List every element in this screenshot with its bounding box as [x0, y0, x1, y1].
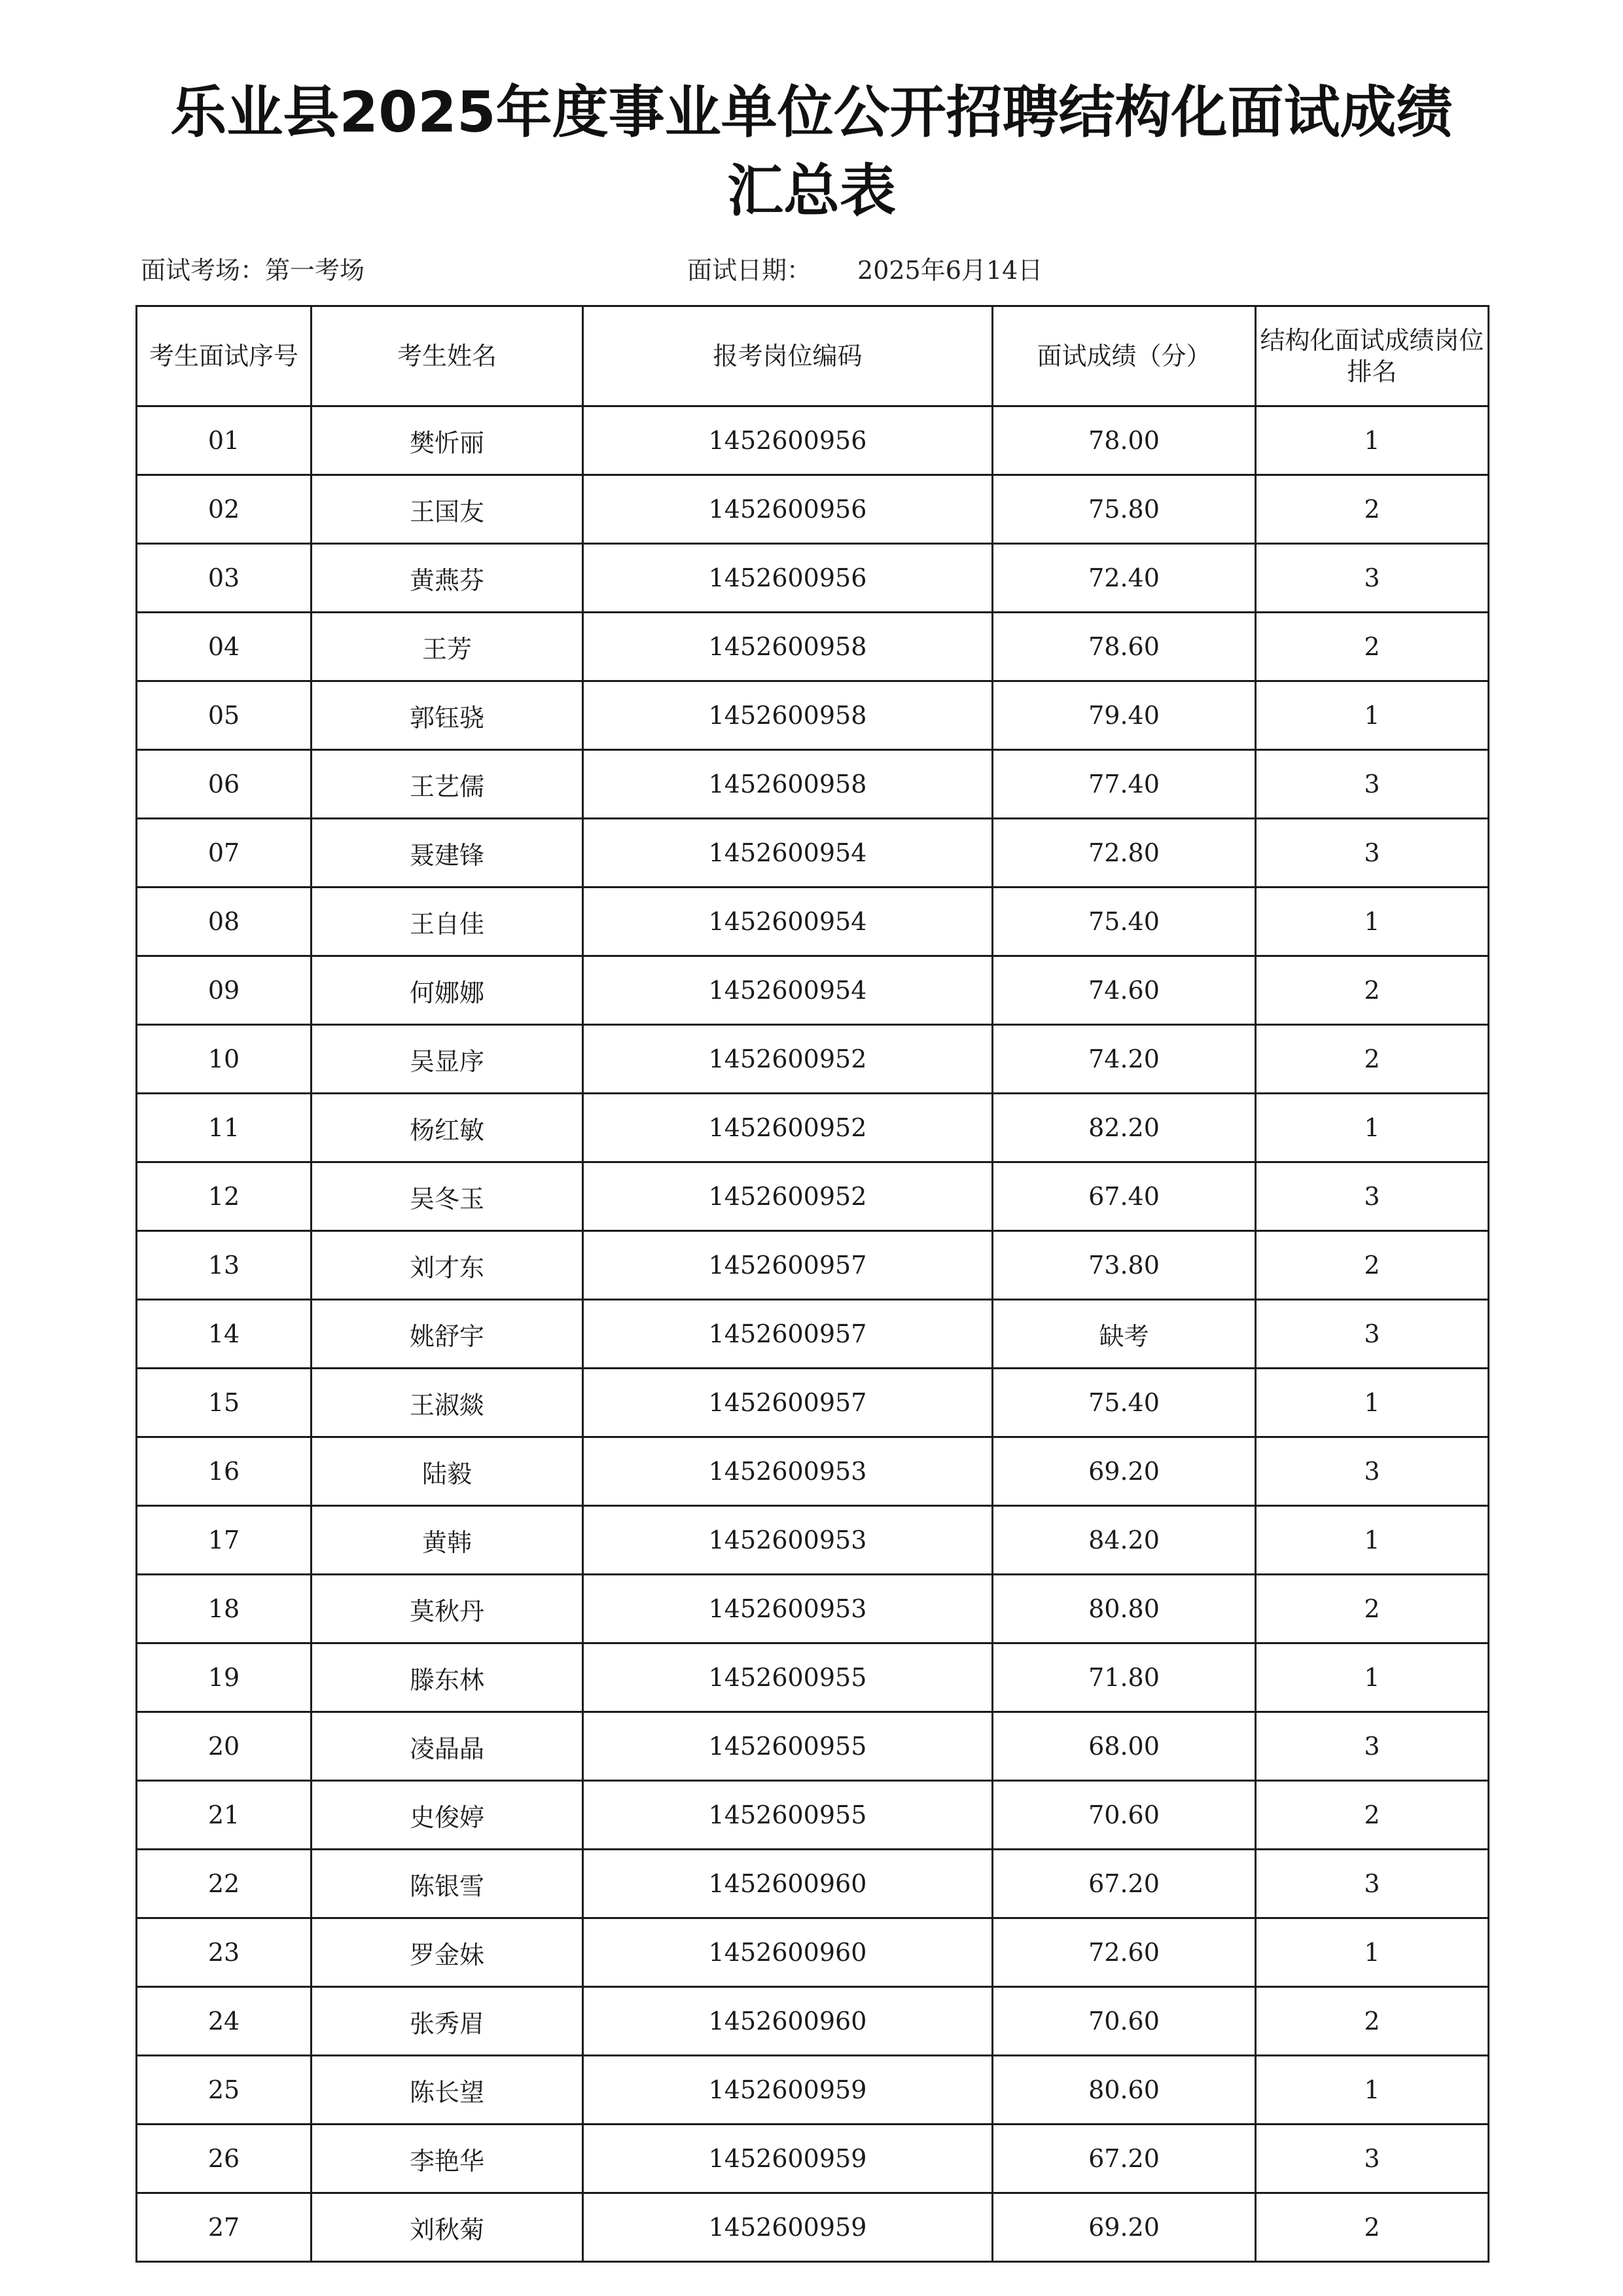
cell-rank: 2	[1256, 956, 1489, 1025]
cell-code: 1452600959	[583, 2193, 993, 2262]
cell-rank: 1	[1256, 1918, 1489, 1987]
table-row	[137, 1025, 1489, 1094]
cell-seq: 06	[137, 750, 312, 819]
cell-name: 聂建锋	[312, 819, 583, 888]
table-row	[137, 1369, 1489, 1437]
table-row	[137, 2193, 1489, 2262]
cell-code: 1452600955	[583, 1643, 993, 1712]
table-row	[137, 681, 1489, 750]
cell-code: 1452600957	[583, 1300, 993, 1369]
cell-name: 刘才东	[312, 1231, 583, 1300]
cell-code: 1452600958	[583, 681, 993, 750]
cell-rank: 1	[1256, 2056, 1489, 2125]
cell-score: 缺考	[993, 1300, 1256, 1369]
cell-name: 王艺儒	[312, 750, 583, 819]
table-row	[137, 1643, 1489, 1712]
cell-seq: 13	[137, 1231, 312, 1300]
cell-seq: 27	[137, 2193, 312, 2262]
cell-seq: 03	[137, 544, 312, 613]
table-row	[137, 2056, 1489, 2125]
table-body	[137, 406, 1489, 2262]
cell-rank: 3	[1256, 819, 1489, 888]
cell-seq: 02	[137, 475, 312, 544]
cell-seq: 16	[137, 1437, 312, 1506]
table-row	[137, 475, 1489, 544]
header-rank: 结构化面试成绩岗位排名	[1256, 306, 1489, 406]
cell-name: 杨红敏	[312, 1094, 583, 1162]
cell-code: 1452600960	[583, 1918, 993, 1987]
cell-name: 陈长望	[312, 2056, 583, 2125]
cell-seq: 01	[137, 406, 312, 475]
cell-code: 1452600954	[583, 819, 993, 888]
cell-rank: 3	[1256, 544, 1489, 613]
cell-rank: 3	[1256, 1712, 1489, 1781]
cell-rank: 1	[1256, 1094, 1489, 1162]
title-line-1: 乐业县2025年度事业单位公开招聘结构化面试成绩	[170, 80, 1453, 145]
cell-score: 77.40	[993, 750, 1256, 819]
cell-name: 郭钰骁	[312, 681, 583, 750]
table-row	[137, 819, 1489, 888]
cell-score: 75.40	[993, 888, 1256, 956]
cell-code: 1452600952	[583, 1025, 993, 1094]
cell-score: 72.80	[993, 819, 1256, 888]
header-code: 报考岗位编码	[583, 306, 993, 406]
cell-score: 69.20	[993, 2193, 1256, 2262]
cell-code: 1452600952	[583, 1162, 993, 1231]
table-row	[137, 1781, 1489, 1850]
cell-seq: 14	[137, 1300, 312, 1369]
cell-name: 王芳	[312, 613, 583, 681]
table-row	[137, 1094, 1489, 1162]
cell-rank: 1	[1256, 1369, 1489, 1437]
cell-seq: 04	[137, 613, 312, 681]
cell-rank: 3	[1256, 1162, 1489, 1231]
cell-code: 1452600953	[583, 1575, 993, 1643]
table-row	[137, 1987, 1489, 2056]
table-row	[137, 2125, 1489, 2193]
table-row	[137, 1162, 1489, 1231]
cell-seq: 17	[137, 1506, 312, 1575]
cell-seq: 07	[137, 819, 312, 888]
document-title	[0, 73, 1623, 230]
header-seq: 考生面试序号	[137, 306, 312, 406]
cell-score: 78.00	[993, 406, 1256, 475]
cell-name: 张秀眉	[312, 1987, 583, 2056]
cell-score: 80.80	[993, 1575, 1256, 1643]
table-row	[137, 613, 1489, 681]
cell-rank: 1	[1256, 681, 1489, 750]
cell-score: 84.20	[993, 1506, 1256, 1575]
cell-score: 67.40	[993, 1162, 1256, 1231]
table-row	[137, 750, 1489, 819]
cell-code: 1452600953	[583, 1437, 993, 1506]
title-line-2: 汇总表	[727, 158, 896, 224]
cell-seq: 08	[137, 888, 312, 956]
table-row	[137, 1300, 1489, 1369]
cell-seq: 19	[137, 1643, 312, 1712]
cell-seq: 26	[137, 2125, 312, 2193]
cell-rank: 3	[1256, 1850, 1489, 1918]
cell-rank: 2	[1256, 613, 1489, 681]
cell-name: 莫秋丹	[312, 1575, 583, 1643]
table-row	[137, 1231, 1489, 1300]
cell-code: 1452600954	[583, 956, 993, 1025]
cell-score: 72.40	[993, 544, 1256, 613]
cell-seq: 11	[137, 1094, 312, 1162]
cell-score: 69.20	[993, 1437, 1256, 1506]
score-table	[135, 305, 1489, 2263]
table-row	[137, 1712, 1489, 1781]
cell-code: 1452600960	[583, 1850, 993, 1918]
table-row	[137, 1918, 1489, 1987]
cell-name: 樊忻丽	[312, 406, 583, 475]
cell-name: 李艳华	[312, 2125, 583, 2193]
cell-rank: 1	[1256, 888, 1489, 956]
cell-score: 75.40	[993, 1369, 1256, 1437]
cell-code: 1452600959	[583, 2056, 993, 2125]
cell-name: 凌晶晶	[312, 1712, 583, 1781]
cell-score: 72.60	[993, 1918, 1256, 1987]
venue-info	[141, 250, 365, 286]
cell-name: 罗金妹	[312, 1918, 583, 1987]
cell-rank: 1	[1256, 1506, 1489, 1575]
cell-name: 吴显序	[312, 1025, 583, 1094]
cell-rank: 2	[1256, 1781, 1489, 1850]
cell-name: 黄韩	[312, 1506, 583, 1575]
cell-rank: 2	[1256, 1987, 1489, 2056]
table-row	[137, 1506, 1489, 1575]
cell-seq: 22	[137, 1850, 312, 1918]
date-label: 面试日期：	[687, 256, 812, 285]
cell-name: 陈银雪	[312, 1850, 583, 1918]
cell-name: 姚舒宇	[312, 1300, 583, 1369]
cell-code: 1452600953	[583, 1506, 993, 1575]
cell-name: 陆毅	[312, 1437, 583, 1506]
cell-seq: 12	[137, 1162, 312, 1231]
cell-name: 史俊婷	[312, 1781, 583, 1850]
cell-seq: 25	[137, 2056, 312, 2125]
cell-rank: 3	[1256, 1300, 1489, 1369]
cell-name: 刘秋菊	[312, 2193, 583, 2262]
cell-seq: 20	[137, 1712, 312, 1781]
table-row	[137, 544, 1489, 613]
table-row	[137, 1575, 1489, 1643]
cell-score: 74.60	[993, 956, 1256, 1025]
cell-code: 1452600959	[583, 2125, 993, 2193]
cell-rank: 3	[1256, 2125, 1489, 2193]
cell-score: 82.20	[993, 1094, 1256, 1162]
cell-score: 78.60	[993, 613, 1256, 681]
cell-code: 1452600956	[583, 475, 993, 544]
cell-score: 80.60	[993, 2056, 1256, 2125]
cell-seq: 05	[137, 681, 312, 750]
cell-score: 67.20	[993, 1850, 1256, 1918]
cell-code: 1452600952	[583, 1094, 993, 1162]
cell-code: 1452600958	[583, 750, 993, 819]
cell-score: 70.60	[993, 1987, 1256, 2056]
cell-seq: 09	[137, 956, 312, 1025]
cell-score: 79.40	[993, 681, 1256, 750]
cell-code: 1452600955	[583, 1712, 993, 1781]
cell-code: 1452600955	[583, 1781, 993, 1850]
cell-seq: 10	[137, 1025, 312, 1094]
header-name: 考生姓名	[312, 306, 583, 406]
venue-label: 面试考场：	[141, 256, 266, 285]
cell-rank: 2	[1256, 1575, 1489, 1643]
cell-score: 75.80	[993, 475, 1256, 544]
cell-name: 黄燕芬	[312, 544, 583, 613]
table-row	[137, 956, 1489, 1025]
table-header-row	[137, 306, 1489, 406]
header-score: 面试成绩（分）	[993, 306, 1256, 406]
cell-code: 1452600957	[583, 1231, 993, 1300]
cell-rank: 1	[1256, 1643, 1489, 1712]
cell-rank: 1	[1256, 406, 1489, 475]
cell-code: 1452600960	[583, 1987, 993, 2056]
cell-score: 74.20	[993, 1025, 1256, 1094]
cell-seq: 15	[137, 1369, 312, 1437]
cell-seq: 24	[137, 1987, 312, 2056]
cell-code: 1452600956	[583, 406, 993, 475]
table-row	[137, 888, 1489, 956]
cell-code: 1452600957	[583, 1369, 993, 1437]
cell-rank: 3	[1256, 1437, 1489, 1506]
table-row	[137, 1437, 1489, 1506]
cell-score: 71.80	[993, 1643, 1256, 1712]
date-value: 2025年6月14日	[857, 256, 1043, 285]
cell-rank: 3	[1256, 750, 1489, 819]
cell-name: 何娜娜	[312, 956, 583, 1025]
venue-value: 第一考场	[265, 256, 365, 285]
cell-code: 1452600956	[583, 544, 993, 613]
cell-seq: 18	[137, 1575, 312, 1643]
date-info	[687, 250, 1043, 286]
cell-seq: 21	[137, 1781, 312, 1850]
cell-code: 1452600954	[583, 888, 993, 956]
cell-score: 67.20	[993, 2125, 1256, 2193]
cell-score: 70.60	[993, 1781, 1256, 1850]
cell-rank: 2	[1256, 1025, 1489, 1094]
cell-name: 王自佳	[312, 888, 583, 956]
cell-name: 滕东林	[312, 1643, 583, 1712]
cell-rank: 2	[1256, 1231, 1489, 1300]
table-row	[137, 406, 1489, 475]
cell-rank: 2	[1256, 475, 1489, 544]
cell-name: 王国友	[312, 475, 583, 544]
cell-seq: 23	[137, 1918, 312, 1987]
cell-name: 王淑燚	[312, 1369, 583, 1437]
table-row	[137, 1850, 1489, 1918]
cell-code: 1452600958	[583, 613, 993, 681]
cell-score: 68.00	[993, 1712, 1256, 1781]
cell-rank: 2	[1256, 2193, 1489, 2262]
cell-score: 73.80	[993, 1231, 1256, 1300]
cell-name: 吴冬玉	[312, 1162, 583, 1231]
